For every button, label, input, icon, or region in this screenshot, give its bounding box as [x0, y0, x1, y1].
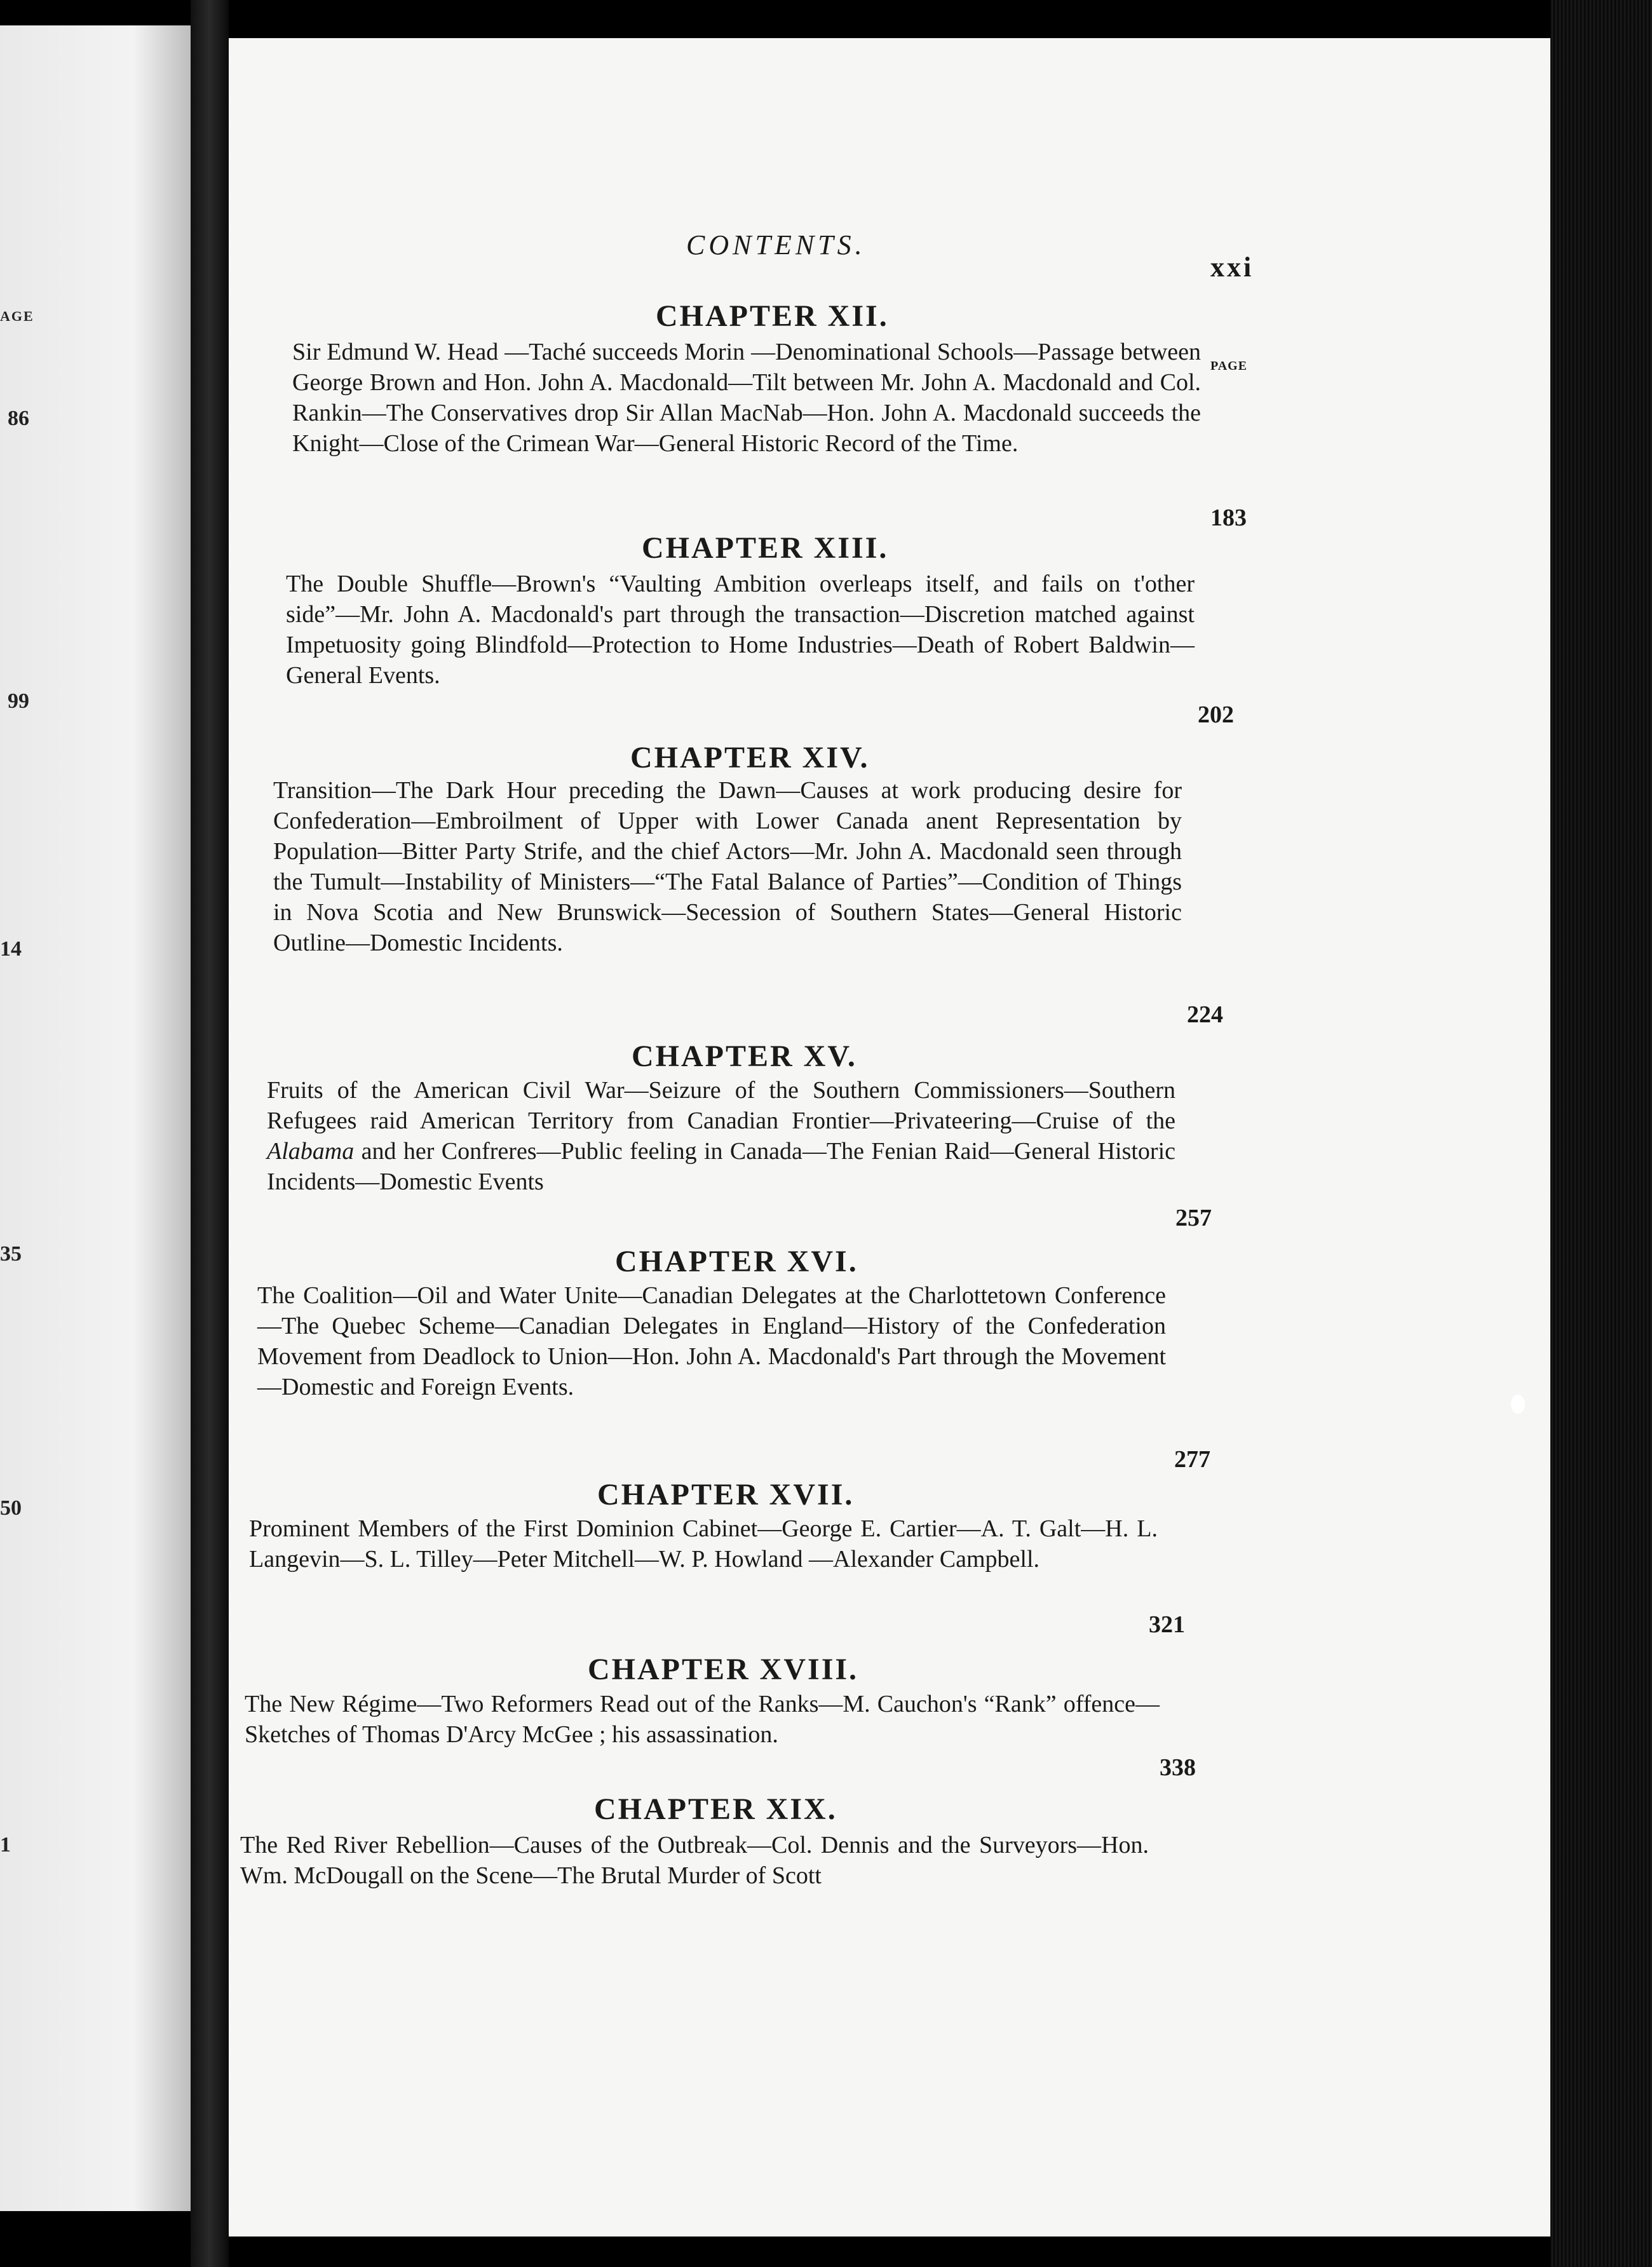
chapter-summary: The Red River Rebellion—Causes of the Outbreak—Col. Dennis and the Surveyors—Hon. Wm. McDougall on the Scene—The Brutal Murder of Scott: [240, 1832, 1149, 1889]
chapter-page-number: 224: [1187, 1001, 1223, 1028]
running-head: CONTENTS.: [686, 229, 866, 261]
page-edges: [1550, 0, 1652, 2267]
chapter-summary: Prominent Members of the First Dominion Cabinet—George E. Cartier—A. T. Galt—H. L. Langevin—S. L. Tilley—Peter Mitchell—W. P. Howland —Alexander Campbell.: [249, 1515, 1158, 1573]
chapter-summary-text: Fruits of the American Civil War—Seizure of the Southern Commissioners—Southern Refugees raid American Territory from Canadian Frontier—Privateering—Cruise of the: [267, 1077, 1175, 1134]
facing-page-number: 50: [0, 1496, 22, 1520]
chapter-summary: Transition—The Dark Hour preceding the Dawn—Causes at work producing desire for Confederation—Embroilment of Upper with Lower Canada anent Representation by Population—Bitter Party Strife, and the chief Actors—Mr. John A. Macdonald seen through the Tumult—Instability of Ministers—“The Fatal Balance of Parties”—Condition of Things in Nova Scotia and New Brunswick—Secession of Southern States—General Historic Outline—Domestic Incidents.: [273, 777, 1182, 956]
page-column-label: PAGE: [1210, 359, 1248, 373]
scan-smudge: [1511, 1395, 1525, 1414]
chapter-title: CHAPTER XVI.: [615, 1245, 858, 1278]
chapter-page-number: 183: [1210, 504, 1247, 531]
chapter-page-number: 257: [1175, 1205, 1212, 1231]
chapter-title: CHAPTER XII.: [656, 299, 889, 333]
chapter-page-number: 338: [1160, 1754, 1196, 1781]
chapter-title: CHAPTER XIII.: [642, 531, 889, 565]
facing-page-number: 14: [0, 937, 22, 961]
chapter-title: CHAPTER XV.: [632, 1039, 857, 1073]
folio: xxi: [1210, 252, 1254, 283]
chapter-page-number: 202: [1198, 701, 1234, 728]
chapter-page-number: 277: [1174, 1446, 1210, 1473]
book-gutter: [191, 0, 229, 2267]
chapter-summary: The Double Shuffle—Brown's “Vaulting Ambition overleaps itself, and fails on t'other side”—Mr. John A. Macdonald's part through the transaction—Discretion matched against Impetuosity going Blindfold—Protection to Home Industries—Death of Robert Baldwin—General Events.: [286, 571, 1195, 689]
chapter-summary: Sir Edmund W. Head —Taché succeeds Morin —Denominational Schools—Passage between George Brown and Hon. John A. Macdonald—Tilt between Mr. John A. Macdonald and Col. Rankin—The Conservatives drop Sir Allan MacNab—Hon. John A. Macdonald succeeds the Knight—Close of the Crimean War—General Historic Record of the Time.: [292, 339, 1201, 457]
facing-page-header: AGE: [0, 308, 34, 324]
chapter-title: CHAPTER XVII.: [597, 1478, 855, 1512]
facing-page: [0, 25, 191, 2211]
facing-page-number: 35: [0, 1242, 22, 1266]
chapter-title: CHAPTER XIV.: [630, 741, 870, 775]
ship-name: Alabama: [267, 1138, 355, 1165]
chapter-title: CHAPTER XIX.: [594, 1792, 837, 1826]
chapter-summary: [267, 1075, 1175, 1197]
chapter-page-number: 321: [1149, 1611, 1185, 1638]
chapter-summary: The Coalition—Oil and Water Unite—Canadian Delegates at the Charlottetown Conference—The Quebec Scheme—Canadian Delegates in England—History of the Confederation Movement from Deadlock to Union—Hon. John A. Macdonald's Part through the Movement—Domestic and Foreign Events.: [257, 1282, 1166, 1400]
facing-page-number: 86: [8, 407, 29, 430]
facing-page-number: 1: [0, 1833, 11, 1857]
chapter-summary: The New Régime—Two Reformers Read out of the Ranks—M. Cauchon's “Rank” offence—Sketches of Thomas D'Arcy McGee ; his assassination.: [245, 1691, 1160, 1748]
facing-page-number: 99: [8, 689, 29, 713]
chapter-summary-text: and her Confreres—Public feeling in Canada—The Fenian Raid—General Historic Incidents—Domestic Events: [267, 1138, 1175, 1195]
chapter-title: CHAPTER XVIII.: [588, 1653, 859, 1686]
